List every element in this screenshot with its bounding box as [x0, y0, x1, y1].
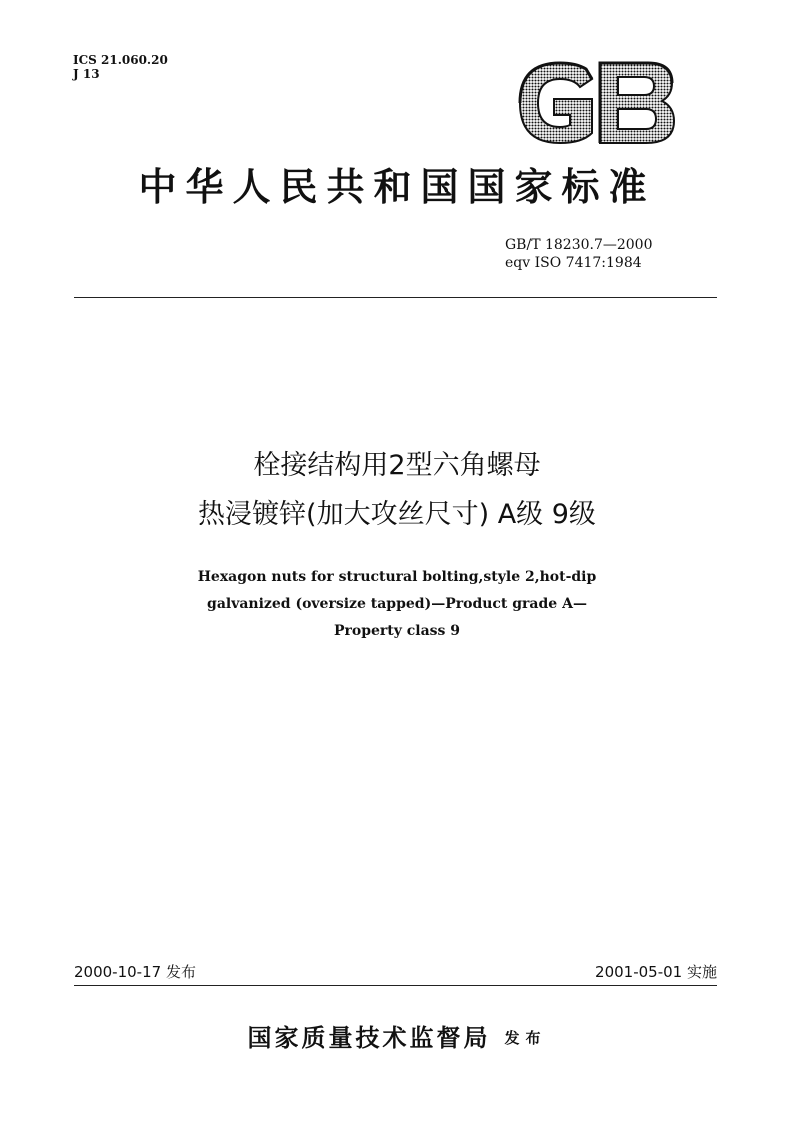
publisher-line [0, 1022, 794, 1054]
bottom-divider [74, 985, 717, 986]
classification-codes [73, 53, 168, 81]
gb-logo [516, 61, 676, 145]
english-title-line-3: Property class 9 [333, 623, 461, 639]
chinese-title-line-1: 栓接结构用2型六角螺母 [253, 450, 541, 481]
issue-date: 2000-10-17 发布 [74, 963, 196, 981]
standard-equivalence: eqv ISO 7417:1984 [505, 255, 642, 271]
main-title: 中华人民共和国国家标准 [138, 164, 656, 209]
ics-code: ICS 21.060.20 [73, 53, 168, 67]
publisher-issue-label: 发布 [504, 1029, 547, 1047]
publisher-name: 国家质量技术监督局 [247, 1023, 491, 1052]
ccs-code: J 13 [73, 67, 100, 81]
english-title-line-2: galvanized (oversize tapped)—Product grade A— [207, 596, 587, 612]
effective-date: 2001-05-01 实施 [595, 963, 717, 981]
gb-logo-icon [516, 61, 676, 145]
top-divider [74, 297, 717, 298]
standard-number-block [505, 236, 653, 272]
english-title-line-1: Hexagon nuts for structural bolting,style 2,hot-dip [197, 569, 597, 585]
standard-number: GB/T 18230.7—2000 [505, 237, 653, 253]
chinese-title-line-2: 热浸镀锌(加大攻丝尺寸) A级 9级 [198, 499, 596, 530]
